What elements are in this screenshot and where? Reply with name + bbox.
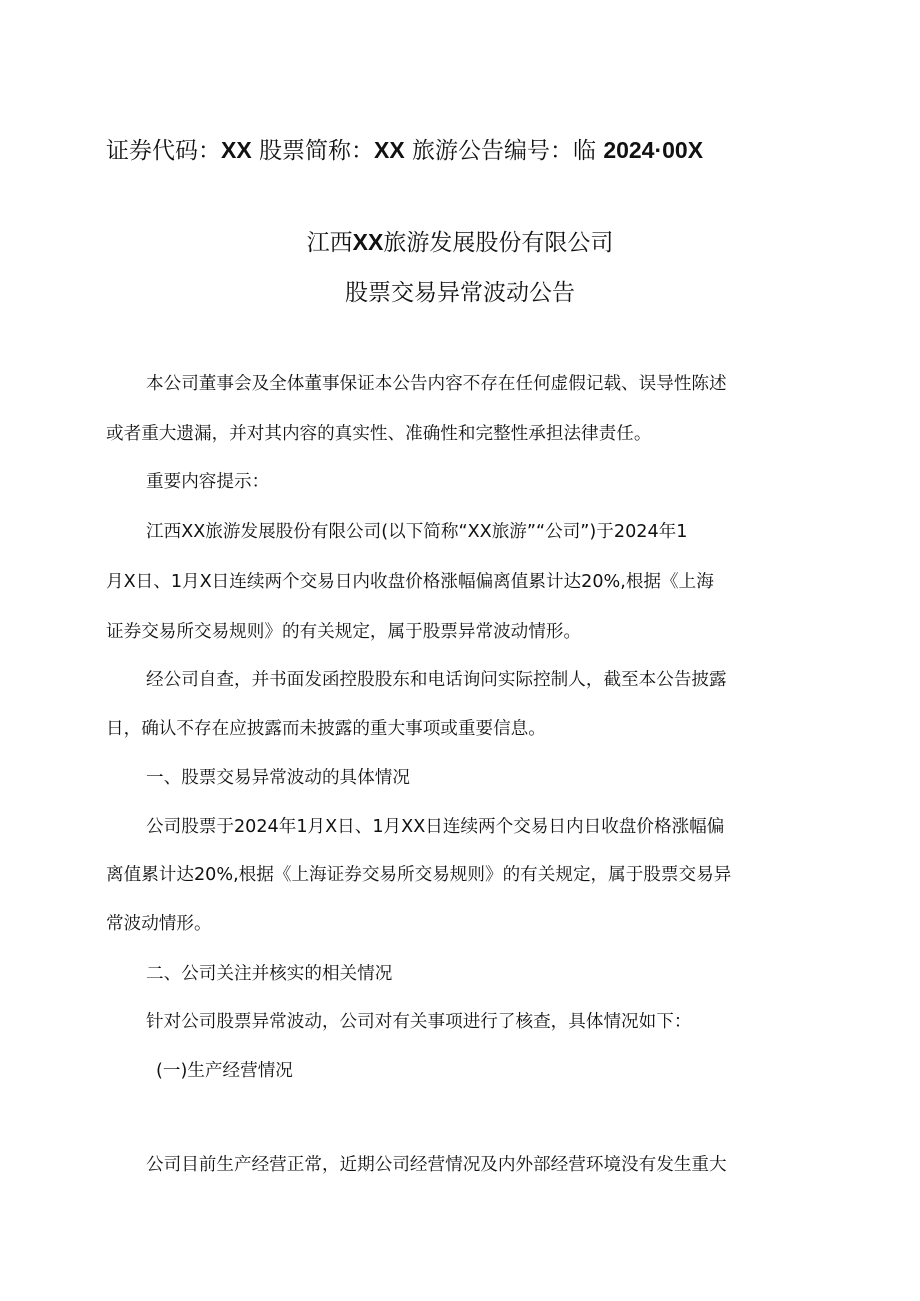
paragraph-selfcheck-line-1: 经公司自查，并书面发函控股股东和电话询问实际控制人，截至本公告披露 [146,670,727,690]
paragraph-summary-line-2: 月X日、1月X日连续两个交易日内收盘价格涨幅偏离值累计达20%,根据《上海 [106,572,714,592]
paragraph-fluctuation-line-1: 公司股票于2024年1月X日、1月XX日连续两个交易日内日收盘价格涨幅偏 [146,817,725,837]
notice-number-label: 旅游公告编号：临 [412,138,596,164]
paragraph-summary-line-1: 江西XX旅游发展股份有限公司(以下简称“XX旅游”“公司”)于2024年1 [146,522,688,542]
announcement-header [106,130,703,171]
paragraph-verification: 针对公司股票异常波动，公司对有关事项进行了核查，具体情况如下： [146,1012,692,1032]
stock-abbr-value: XX [374,137,405,163]
paragraph-selfcheck-line-2: 日，确认不存在应披露而未披露的重大事项或重要信息。 [106,719,546,739]
section-1-heading: 一、股票交易异常波动的具体情况 [146,768,410,788]
paragraph-summary-line-3: 证券交易所交易规则》的有关规定，属于股票异常波动情形。 [106,622,582,642]
notice-number-value: 2024·00X [603,137,704,163]
company-name-xx: XX [352,229,384,255]
paragraph-operations-line-1: 公司目前生产经营正常，近期公司经营情况及内外部经营环境没有发生重大 [146,1155,727,1175]
key-points-heading: 重要内容提示： [146,472,270,492]
stock-code-value: XX [221,137,252,163]
paragraph-statement-line-2: 或者重大遗漏，并对其内容的真实性、准确性和完整性承担法律责任。 [106,424,652,444]
company-name-prefix: 江西 [306,230,353,256]
stock-abbr-label: 股票简称： [259,138,374,164]
paragraph-fluctuation-line-3: 常波动情形。 [106,914,212,934]
section-2-heading: 二、公司关注并核实的相关情况 [146,964,393,984]
company-name-suffix: 旅游发展股份有限公司 [383,230,614,256]
subsection-operations-heading: (一)生产经营情况 [156,1061,293,1081]
announcement-title: 股票交易异常波动公告 [345,280,575,306]
paragraph-fluctuation-line-2: 离值累计达20%,根据《上海证券交易所交易规则》的有关规定，属于股票交易异 [106,865,732,885]
company-title [0,222,920,263]
paragraph-statement-line-1: 本公司董事会及全体董事保证本公告内容不存在任何虚假记载、误导性陈述 [146,374,727,394]
stock-code-label: 证券代码： [106,138,221,164]
